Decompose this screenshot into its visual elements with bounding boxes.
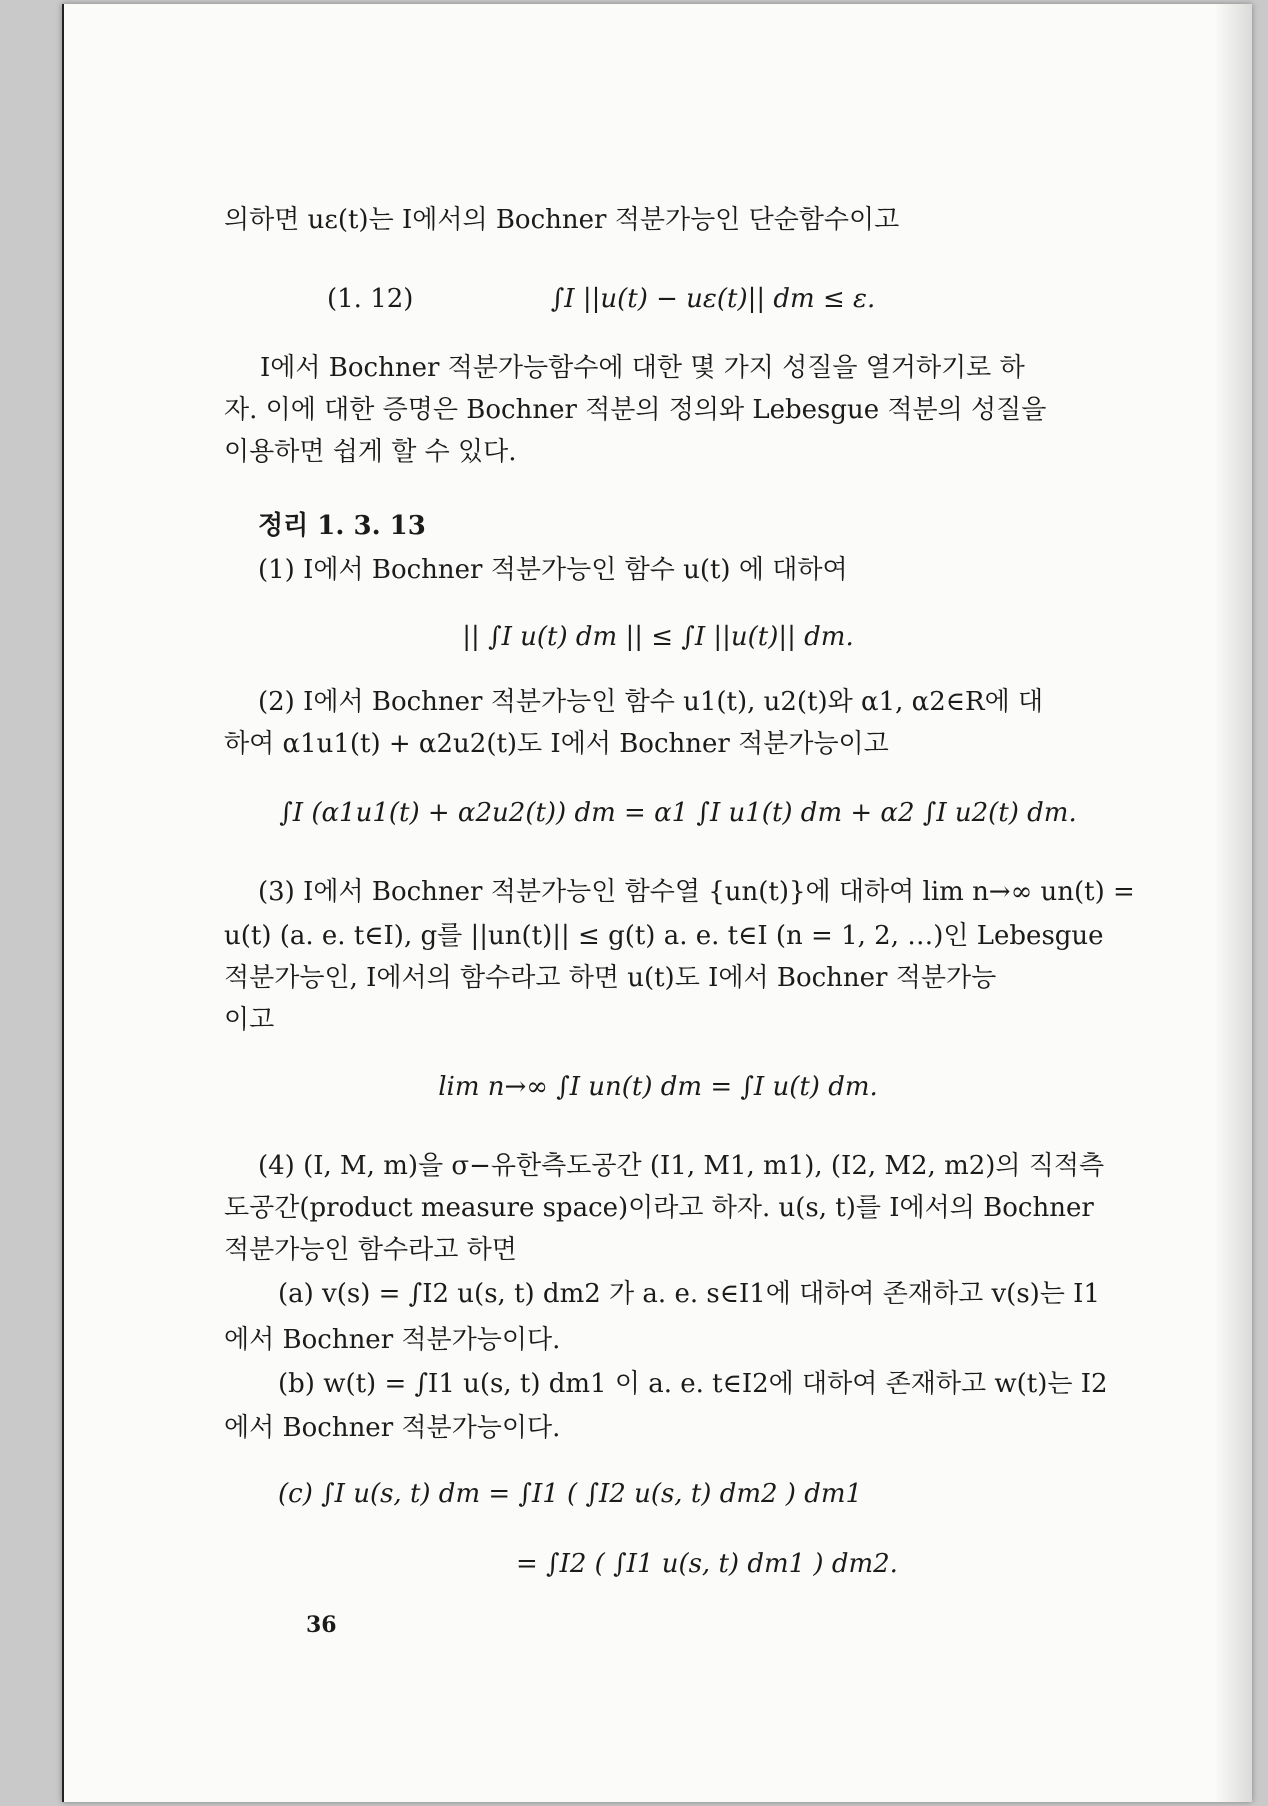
- intro-line: 의하면 uε(t)는 I에서의 Bochner 적분가능인 단순함수이고: [224, 205, 900, 235]
- theorem-item-2-line-2: 하여 α1u1(t) + α2u2(t)도 I에서 Bochner 적분가능이고: [224, 729, 889, 759]
- theorem-title: 정리 1. 3. 13: [258, 511, 426, 541]
- theorem-item-4-line-3: 적분가능인 함수라고 하면: [224, 1235, 517, 1265]
- page-number: 36: [306, 1612, 337, 1638]
- equation-1-12: ∫I ||u(t) − uε(t)|| dm ≤ ε.: [550, 284, 876, 314]
- theorem-item-1-equation: || ∫I u(t) dm || ≤ ∫I ||u(t)|| dm.: [462, 622, 854, 652]
- paragraph-line-1: I에서 Bochner 적분가능함수에 대한 몇 가지 성질을 열거하기로 하: [260, 353, 1025, 383]
- paragraph-line-3: 이용하면 쉽게 할 수 있다.: [224, 437, 517, 467]
- theorem-item-4a-line-2: 에서 Bochner 적분가능이다.: [224, 1325, 561, 1355]
- theorem-item-3-line-1: (3) I에서 Bochner 적분가능인 함수열 {un(t)}에 대하여 lim n→∞ un(t) =: [258, 877, 1135, 907]
- theorem-item-3-equation: lim n→∞ ∫I un(t) dm = ∫I u(t) dm.: [438, 1072, 878, 1102]
- theorem-item-3-line-3: 적분가능인, I에서의 함수라고 하면 u(t)도 I에서 Bochner 적분가능: [224, 963, 997, 993]
- theorem-item-4c-equation-1: (c) ∫I u(s, t) dm = ∫I1 ( ∫I2 u(s, t) dm2 ) dm1: [278, 1479, 863, 1509]
- theorem-item-2-equation: ∫I (α1u1(t) + α2u2(t)) dm = α1 ∫I u1(t) dm + α2 ∫I u2(t) dm.: [279, 798, 1077, 828]
- theorem-item-4a-line-1: (a) v(s) = ∫I2 u(s, t) dm2 가 a. e. s∈I1에 대하여 존재하고 v(s)는 I1: [278, 1279, 1100, 1309]
- theorem-item-4-line-1: (4) (I, M, m)을 σ−유한측도공간 (I1, M1, m1), (I2, M2, m2)의 직적측: [258, 1151, 1105, 1181]
- theorem-item-4c-equation-2: = ∫I2 ( ∫I1 u(s, t) dm1 ) dm2.: [516, 1549, 898, 1579]
- paragraph-line-2: 자. 이에 대한 증명은 Bochner 적분의 정의와 Lebesgue 적분의 성질을: [224, 395, 1047, 425]
- book-page: [62, 4, 1252, 1802]
- theorem-item-4-line-2: 도공간(product measure space)이라고 하자. u(s, t)를 I에서의 Bochner: [224, 1193, 1094, 1223]
- theorem-item-1: (1) I에서 Bochner 적분가능인 함수 u(t) 에 대하여: [258, 555, 848, 585]
- theorem-item-4b-line-1: (b) w(t) = ∫I1 u(s, t) dm1 이 a. e. t∈I2에 대하여 존재하고 w(t)는 I2: [278, 1369, 1108, 1399]
- theorem-item-3-line-4: 이고: [224, 1005, 275, 1035]
- theorem-item-4b-line-2: 에서 Bochner 적분가능이다.: [224, 1413, 561, 1443]
- equation-number: (1. 12): [327, 284, 414, 314]
- theorem-item-3-line-2: u(t) (a. e. t∈I), g를 ||un(t)|| ≤ g(t) a. e. t∈I (n = 1, 2, …)인 Lebesgue: [224, 921, 1104, 951]
- page-content: [64, 4, 1252, 1802]
- theorem-item-2-line-1: (2) I에서 Bochner 적분가능인 함수 u1(t), u2(t)와 α1, α2∈R에 대: [258, 687, 1044, 717]
